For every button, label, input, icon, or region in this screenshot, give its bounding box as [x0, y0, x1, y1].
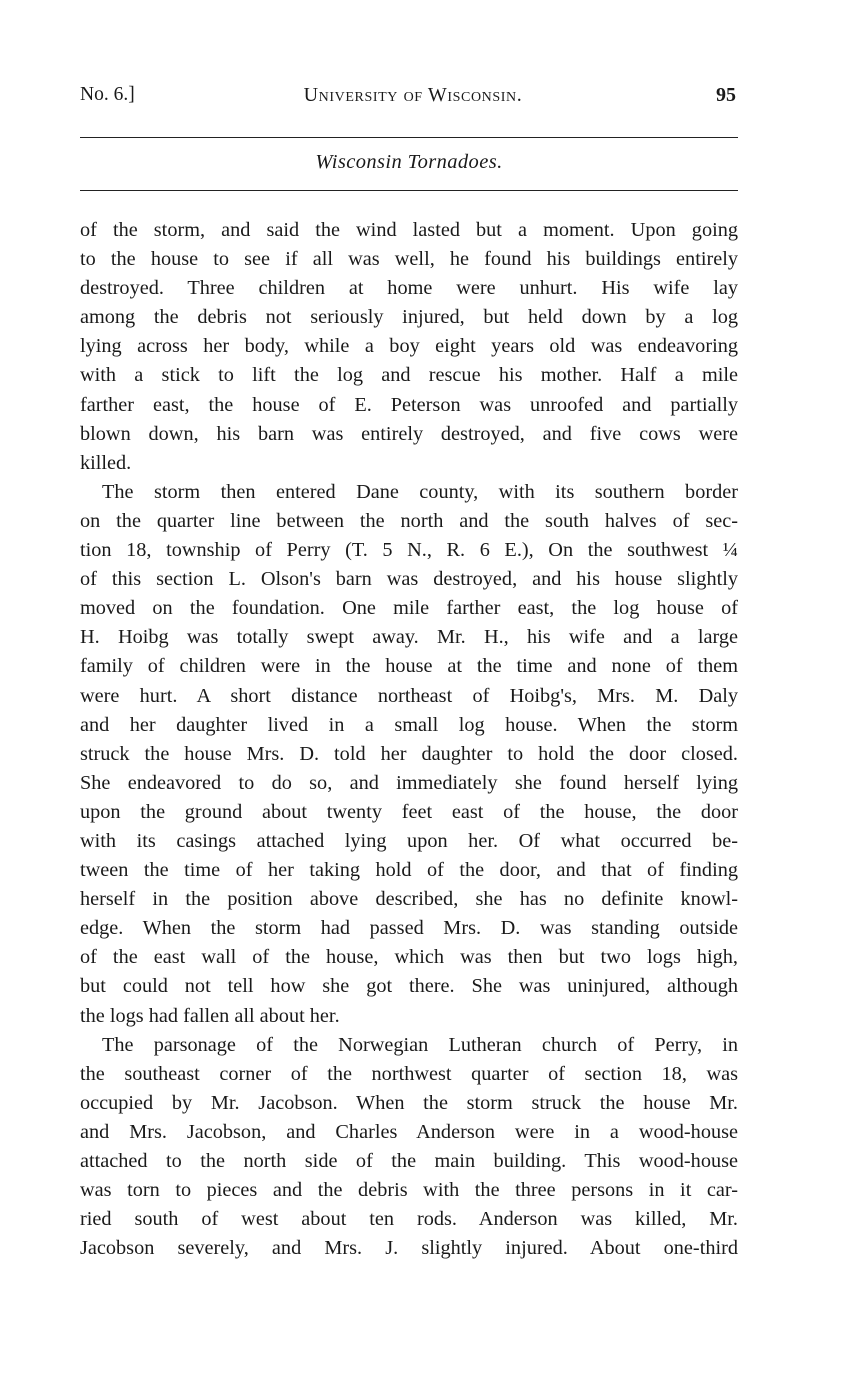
running-head [80, 84, 738, 114]
page-number: 95 [716, 84, 736, 106]
header-rule-top [80, 137, 738, 138]
text-line: of this section L. Olson's barn was destroyed, and his house slightly [80, 568, 738, 591]
text-line: with a stick to lift the log and rescue his mother. Half a mile [80, 364, 738, 387]
text-line: but could not tell how she got there. She was uninjured, although [80, 975, 738, 998]
text-line: the logs had fallen all about her. [80, 1004, 340, 1027]
header-rule-bottom [80, 190, 738, 191]
text-line: attached to the north side of the main building. This wood-house [80, 1150, 738, 1172]
text-line: upon the ground about twenty feet east of the house, the door [80, 800, 738, 823]
text-line: moved on the foundation. One mile farther east, the log house of [80, 597, 738, 620]
text-line: struck the house Mrs. D. told her daughter to hold the door closed. [80, 742, 738, 765]
text-line: among the debris not seriously injured, but held down by a log [80, 306, 738, 329]
text-line: and her daughter lived in a small log house. When the storm [80, 713, 738, 736]
section-title: Wisconsin Tornadoes. [315, 151, 503, 173]
text-line: H. Hoibg was totally swept away. Mr. H., his wife and a large [80, 626, 738, 649]
text-line: to the house to see if all was well, he found his buildings entirely [80, 248, 738, 271]
text-line: blown down, his barn was entirely destroyed, and five cows were [80, 422, 738, 445]
text-line: herself in the position above described, she has no definite knowl- [80, 888, 738, 911]
text-line: She endeavored to do so, and immediately she found herself lying [80, 771, 738, 794]
text-line: on the quarter line between the north and the south halves of sec- [80, 509, 738, 532]
paragraph-start-line: The parsonage of the Norwegian Lutheran church of Perry, in [102, 1033, 738, 1056]
text-line: of the east wall of the house, which was then but two logs high, [80, 946, 738, 969]
text-line: of the storm, and said the wind lasted but a moment. Upon going [80, 219, 738, 241]
publication-title: University of Wisconsin. [303, 84, 523, 106]
body-text [80, 216, 738, 1263]
text-line: the southeast corner of the northwest quarter of section 18, was [80, 1062, 738, 1085]
text-line: tion 18, township of Perry (T. 5 N., R. 6 E.), On the southwest ¼ [80, 539, 738, 562]
text-line: lying across her body, while a boy eight years old was endeavoring [80, 335, 738, 358]
text-line: edge. When the storm had passed Mrs. D. was standing outside [80, 917, 738, 940]
text-line: family of children were in the house at the time and none of them [80, 655, 738, 678]
issue-number: No. 6.] [80, 84, 135, 105]
text-line: tween the time of her taking hold of the door, and that of finding [80, 859, 738, 882]
text-line: with its casings attached lying upon her. Of what occurred be- [80, 829, 738, 852]
text-line: Jacobson severely, and Mrs. J. slightly injured. About one-third [80, 1237, 738, 1260]
text-line: destroyed. Three children at home were unhurt. His wife lay [80, 277, 738, 300]
paragraph-start-line: The storm then entered Dane county, with its southern border [102, 480, 738, 503]
text-line: and Mrs. Jacobson, and Charles Anderson were in a wood-house [80, 1120, 738, 1143]
text-line: ried south of west about ten rods. Anderson was killed, Mr. [80, 1208, 738, 1231]
text-line: farther east, the house of E. Peterson was unroofed and partially [80, 393, 738, 416]
text-line: killed. [80, 451, 132, 474]
text-line: was torn to pieces and the debris with the three persons in it car- [80, 1179, 738, 1202]
text-line: occupied by Mr. Jacobson. When the storm struck the house Mr. [80, 1091, 738, 1114]
text-line: were hurt. A short distance northeast of Hoibg's, Mrs. M. Daly [80, 684, 738, 707]
